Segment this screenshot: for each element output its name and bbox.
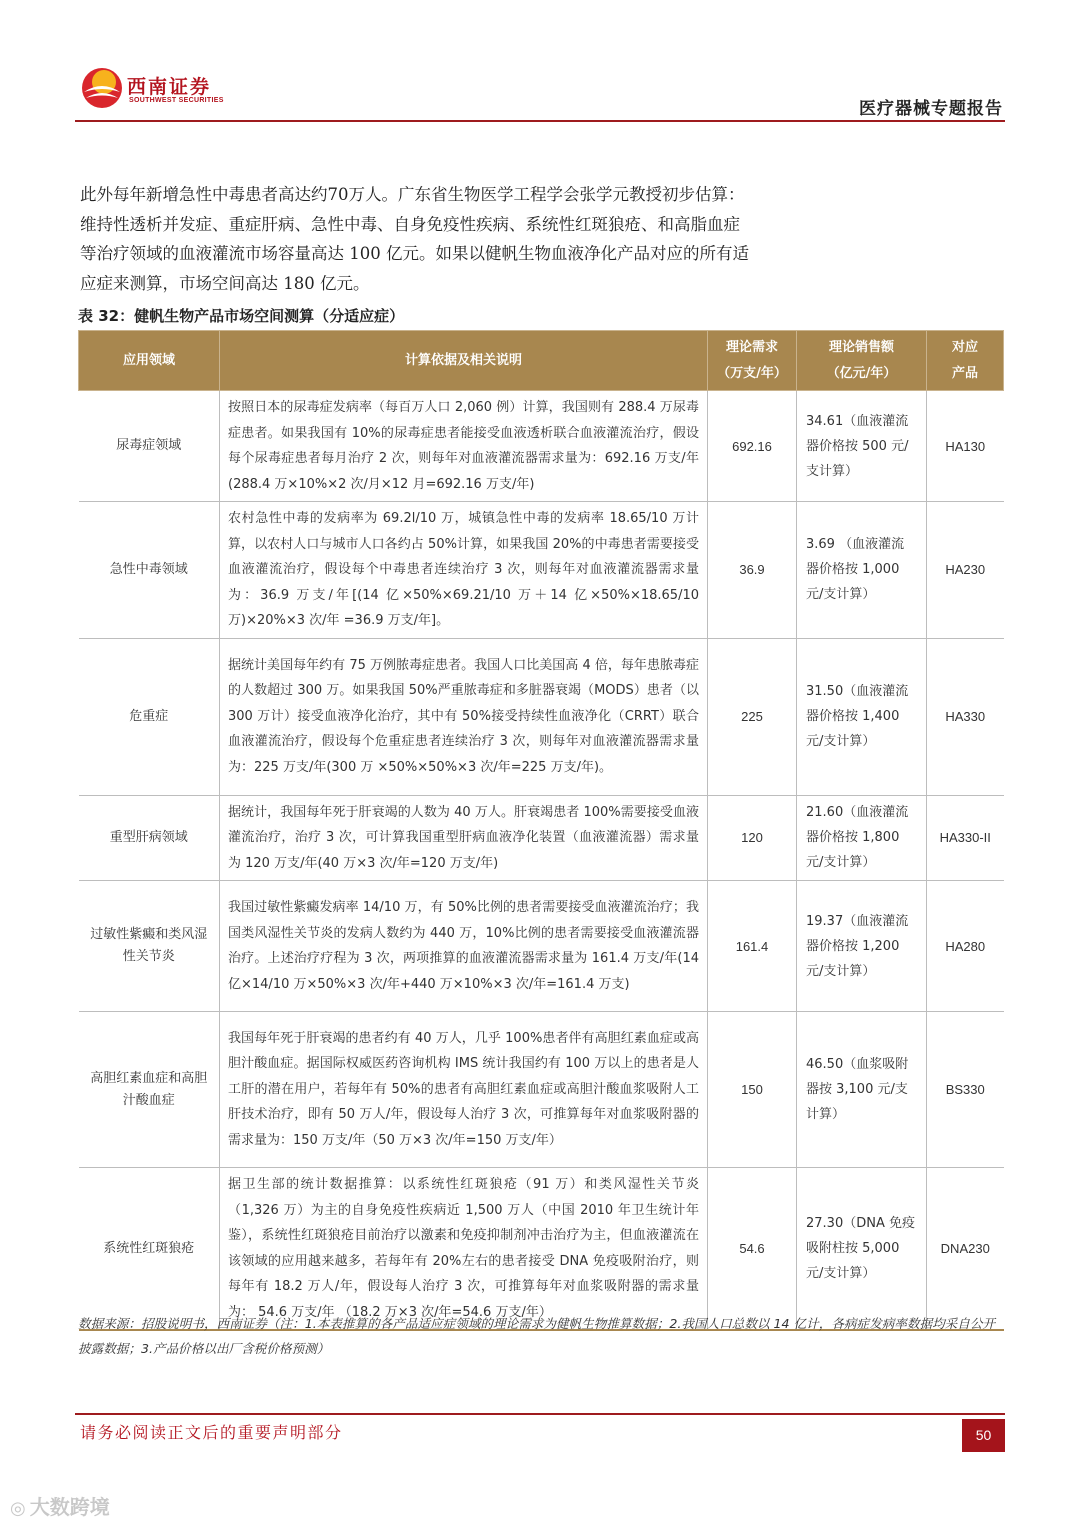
- cell-product: HA230: [927, 502, 1004, 639]
- table-row: [79, 502, 1004, 639]
- cell-demand: 150: [708, 1012, 797, 1168]
- watermark: [10, 1491, 110, 1520]
- cell-demand: 54.6: [708, 1168, 797, 1331]
- cell-field: 重型肝病领域: [79, 795, 220, 881]
- table-header-row: [79, 331, 1004, 391]
- cell-field: 高胆红素血症和高胆汁酸血症: [79, 1012, 220, 1168]
- data-source-note: 数据来源：招股说明书，西南证券（注：1.本表推算的各产品适应症领域的理论需求为健帆生物推算数据；2.我国人口总数以 14 亿计，各病症发病率数据均采自公开披露数据；3.产品价格以出厂含税价格预测）: [78, 1316, 996, 1356]
- cell-desc: 据卫生部的统计数据推算：以系统性红斑狼疮（91 万）和类风湿性关节炎（1,326 万）为主的自身免疫性疾病近 1,500 万人（中国 2010 年卫生统计年鉴），系统性红斑狼疮目前治疗以激素和免疫抑制剂冲击治疗为主，但血液灌流在该领域的应用越来越多，若每年有 20%左右的患者接受 DNA 免疫吸附治疗，则每年有 18.2 万人/年，假设每人治疗 3 次，可推算每年对血浆吸附器的需求量为： 54.6 万支/年 （18.2 万×3 次/年=54.6 万支/年）: [220, 1168, 708, 1331]
- cell-sales: 21.60（血液灌流器价格按 1,800 元/支计算）: [797, 795, 927, 881]
- cell-desc: 据统计，我国每年死于肝衰竭的人数为 40 万人。肝衰竭患者 100%需要接受血液灌流治疗，治疗 3 次，可计算我国重型肝病血液净化装置（血液灌流器）需求量为 120 万支/年(40 万×3 次/年=120 万支/年): [220, 795, 708, 881]
- header-divider: [75, 120, 1005, 122]
- cell-field: 危重症: [79, 638, 220, 795]
- cell-product: HA280: [927, 881, 1004, 1012]
- intro-line: 应症来测算，市场空间高达 180 亿元。: [80, 273, 370, 293]
- table-row: [79, 795, 1004, 881]
- cell-desc: 我国过敏性紫癜发病率 14/10 万，有 50%比例的患者需要接受血液灌流治疗；我国类风湿性关节炎的发病人数约为 440 万，10%比例的患者需要接受血液灌流器治疗。上述治疗疗程为 3 次，两项推算的血液灌流器需求量为 161.4 万支/年(14 亿×14/10 万×50%×3 次/年+440 万×10%×3 次/年=161.4 万支): [220, 881, 708, 1012]
- cell-product: HA330-II: [927, 795, 1004, 881]
- logo-text-cn: 西南证券: [127, 76, 212, 98]
- cell-field: 急性中毒领域: [79, 502, 220, 639]
- cell-product: DNA230: [927, 1168, 1004, 1331]
- company-logo: [75, 62, 225, 112]
- cell-product: BS330: [927, 1012, 1004, 1168]
- col-header-product: 对应 产品: [927, 331, 1004, 391]
- table-row: [79, 1168, 1004, 1331]
- table-row: [79, 881, 1004, 1012]
- cell-desc: 农村急性中毒的发病率为 69.2l/10 万，城镇急性中毒的发病率 18.65/10 万计算，以农村人口与城市人口各约占 50%计算，如果我国 20%的中毒患者需要接受血液灌流治疗，假设每个中毒患者连续治疗 3 次，则每年对血液灌流器需求量为：36.9 万支/年[(14 亿×50%×69.21/10 万＋14 亿×50%×18.65/10 万)×20%×3 次/年 =36.9 万支/年]。: [220, 502, 708, 639]
- col-header-field: 应用领域: [79, 331, 220, 391]
- cell-sales: 19.37（血液灌流器价格按 1,200 元/支计算）: [797, 881, 927, 1012]
- intro-line: 维持性透析并发症、重症肝病、急性中毒、自身免疫性疾病、系统性红斑狼疮、和高脂血症: [80, 214, 740, 234]
- cell-product: HA330: [927, 638, 1004, 795]
- cell-sales: 46.50（血浆吸附器按 3,100 元/支计算）: [797, 1012, 927, 1168]
- table-row: [79, 638, 1004, 795]
- intro-line: 此外每年新增急性中毒患者高达约70万人。广东省生物医学工程学会张学元教授初步估算：: [80, 185, 745, 204]
- col-header-demand: 理论需求 （万支/年）: [708, 331, 797, 391]
- page-header: [75, 62, 1005, 122]
- market-size-table: [78, 330, 1004, 1331]
- cell-demand: 36.9: [708, 502, 797, 639]
- cell-desc: 按照日本的尿毒症发病率（每百万人口 2,060 例）计算，我国则有 288.4 万尿毒症患者。如果我国有 10%的尿毒症患者能接受血液透析联合血液灌流治疗，假设每个尿毒症患者每月治疗 2 次，则每年对血液灌流器需求量为：692.16 万支/年(288.4 万×10%×2 次/月×12 月=692.16 万支/年): [220, 391, 708, 502]
- cell-field: 系统性红斑狼疮: [79, 1168, 220, 1331]
- report-title: 医疗器械专题报告: [859, 99, 1003, 119]
- col-header-sales: 理论销售额 （亿元/年）: [797, 331, 927, 391]
- cell-demand: 161.4: [708, 881, 797, 1012]
- table-row: [79, 1012, 1004, 1168]
- cell-sales: 31.50（血液灌流器价格按 1,400 元/支计算）: [797, 638, 927, 795]
- cell-field: 过敏性紫癜和类风湿性关节炎: [79, 881, 220, 1012]
- watermark-text: 大数跨境: [29, 1495, 110, 1519]
- intro-line: 等治疗领域的血液灌流市场容量高达 100 亿元。如果以健帆生物血液净化产品对应的所有适: [80, 244, 749, 263]
- page-number: 50: [962, 1419, 1005, 1452]
- cell-desc: 我国每年死于肝衰竭的患者约有 40 万人，几乎 100%患者伴有高胆红素血症或高胆汁酸血症。据国际权威医药咨询机构 IMS 统计我国约有 100 万以上的患者是人工肝的潜在用户，若每年有 50%的患者有高胆红素血症或高胆汁酸血浆吸附人工肝技术治疗，即有 50 万人/年，假设每人治疗 3 次，可推算每年对血浆吸附器的需求量为：150 万支/年（50 万×3 次/年=150 万支/年）: [220, 1012, 708, 1168]
- cell-sales: 3.69 （血液灌流器价格按 1,000 元/支计算）: [797, 502, 927, 639]
- intro-paragraph: [80, 180, 1010, 298]
- cell-field: 尿毒症领域: [79, 391, 220, 502]
- weibo-icon: ◎: [10, 1498, 26, 1519]
- cell-demand: 692.16: [708, 391, 797, 502]
- footer-notice: 请务必阅读正文后的重要声明部分: [80, 1423, 343, 1442]
- footer-divider: [75, 1413, 1005, 1415]
- logo-text-en: SOUTHWEST SECURITIES: [129, 97, 224, 104]
- cell-sales: 27.30（DNA 免疫吸附柱按 5,000 元/支计算）: [797, 1168, 927, 1331]
- table-title: 表 32：健帆生物产品市场空间测算（分适应症）: [78, 307, 405, 325]
- cell-demand: 225: [708, 638, 797, 795]
- col-header-desc: 计算依据及相关说明: [220, 331, 708, 391]
- cell-sales: 34.61（血液灌流器价格按 500 元/支计算）: [797, 391, 927, 502]
- logo-emblem-icon: [80, 66, 124, 110]
- cell-demand: 120: [708, 795, 797, 881]
- cell-desc: 据统计美国每年约有 75 万例脓毒症患者。我国人口比美国高 4 倍，每年患脓毒症的人数超过 300 万。如果我国 50%严重脓毒症和多脏器衰竭（MODS）患者（以 300 万计）接受血液净化治疗，其中有 50%接受持续性血液净化（CRRT）联合血液灌流治疗，假设每个危重症患者连续治疗 3 次，则每年对血液灌流器需求量为：225 万支/年(300 万 ×50%×50%×3 次/年=225 万支/年)。: [220, 638, 708, 795]
- cell-product: HA130: [927, 391, 1004, 502]
- table-row: [79, 391, 1004, 502]
